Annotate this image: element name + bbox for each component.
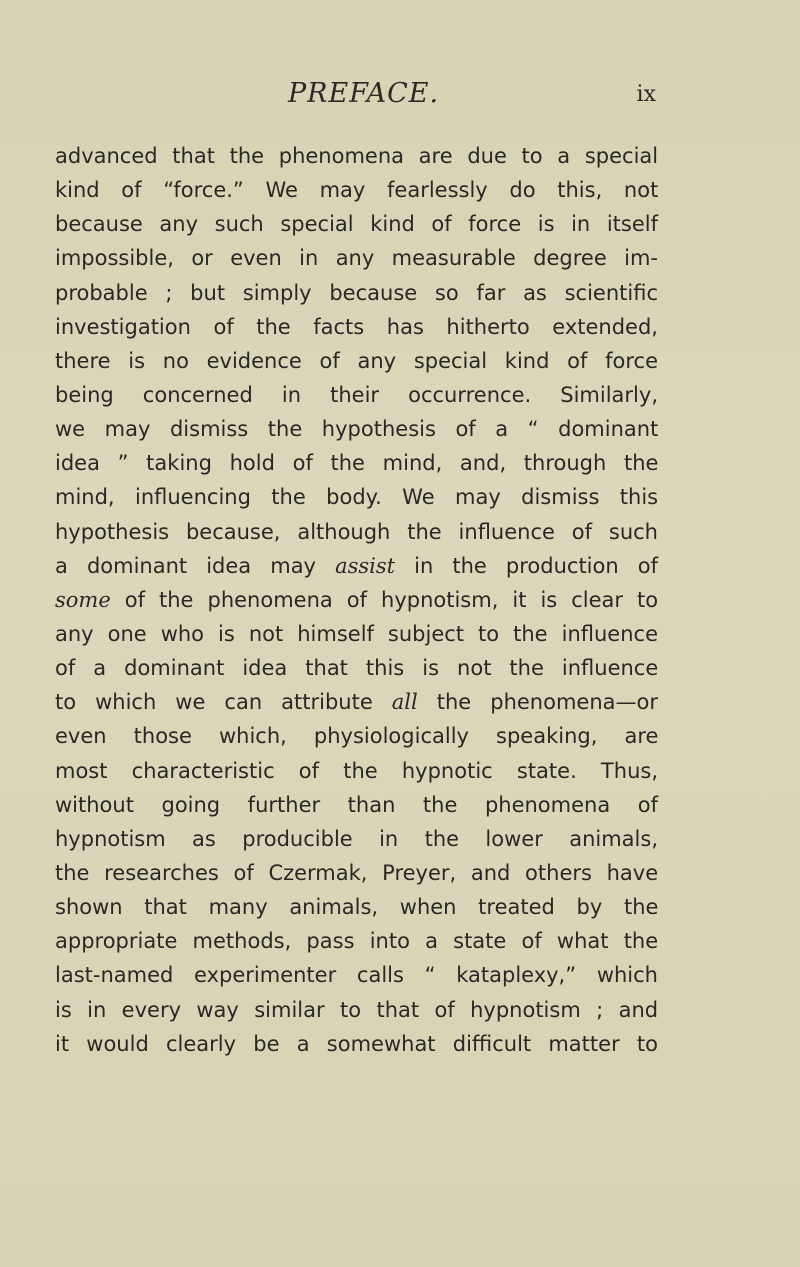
text-run: advanced that the phenomena are due to a special bbox=[55, 144, 659, 168]
text-line bbox=[55, 754, 658, 788]
text-line bbox=[55, 173, 658, 207]
italic-text: all bbox=[391, 690, 418, 715]
text-run: of the phenomena of hypnotism, it is clear to bbox=[110, 587, 659, 612]
text-line bbox=[55, 856, 658, 890]
text-run: to which we can attribute bbox=[55, 690, 392, 715]
text-run: the phenomena—or bbox=[417, 690, 658, 715]
text-run: kind of “force.” We may fearlessly do this, not bbox=[55, 178, 659, 203]
text-line bbox=[55, 241, 658, 275]
text-line bbox=[55, 276, 658, 310]
italic-text: assist bbox=[335, 553, 396, 578]
text-line bbox=[55, 310, 658, 344]
text-run: being concerned in their occurrence. Similarly, bbox=[55, 382, 658, 407]
text-run: even those which, physiologically speaking, are bbox=[55, 724, 659, 749]
text-run: any one who is not himself subject to the influence bbox=[55, 621, 658, 646]
text-run: it would clearly be a somewhat difficult matter to bbox=[55, 1031, 658, 1056]
text-run: probable ; but simply because so far as scientific bbox=[55, 280, 658, 305]
text-line bbox=[55, 651, 658, 685]
text-run: impossible, or even in any measurable degree im- bbox=[55, 246, 658, 271]
text-line bbox=[55, 685, 658, 719]
text-line bbox=[55, 344, 658, 378]
text-line bbox=[55, 788, 658, 822]
text-run: last-named experimenter calls “ kataplexy,” which bbox=[55, 963, 658, 988]
text-line bbox=[55, 139, 658, 173]
text-run: hypothesis because, although the influence of such bbox=[55, 519, 658, 544]
text-line bbox=[55, 583, 658, 617]
text-line bbox=[55, 480, 658, 514]
text-line bbox=[55, 822, 658, 856]
text-run: the researches of Czermak, Preyer, and others have bbox=[55, 860, 659, 885]
text-line bbox=[55, 446, 658, 480]
text-line bbox=[55, 1027, 658, 1061]
text-run: mind, influencing the body. We may dismiss this bbox=[55, 485, 659, 510]
text-run: most characteristic of the hypnotic state. Thus, bbox=[55, 758, 658, 783]
text-line bbox=[55, 993, 658, 1027]
body-text bbox=[55, 139, 658, 1061]
text-line bbox=[55, 412, 658, 446]
running-head-title: PREFACE. bbox=[288, 78, 440, 109]
text-run: there is no evidence of any special kind of force bbox=[55, 348, 658, 373]
text-run: idea ” taking hold of the mind, and, through the bbox=[55, 451, 659, 476]
text-line bbox=[55, 890, 658, 924]
text-run: is in every way similar to that of hypnotism ; and bbox=[55, 997, 659, 1022]
text-line bbox=[55, 378, 658, 412]
running-head bbox=[52, 78, 656, 118]
text-line bbox=[55, 515, 658, 549]
text-line bbox=[55, 207, 658, 241]
page-number: ix bbox=[636, 82, 656, 107]
text-line bbox=[55, 924, 658, 958]
text-run: of a dominant idea that this is not the influence bbox=[55, 656, 659, 681]
text-line bbox=[55, 617, 658, 651]
text-run: we may dismiss the hypothesis of a “ dominant bbox=[55, 417, 659, 442]
text-run: in the production of bbox=[395, 553, 658, 578]
text-line bbox=[55, 719, 658, 753]
italic-text: some bbox=[55, 587, 111, 612]
text-line bbox=[55, 549, 658, 583]
text-run: appropriate methods, pass into a state of what the bbox=[55, 929, 659, 954]
text-run: a dominant idea may bbox=[55, 553, 336, 578]
text-line bbox=[55, 958, 658, 992]
text-run: investigation of the facts has hitherto extended, bbox=[55, 314, 658, 339]
text-run: hypnotism as producible in the lower animals, bbox=[55, 826, 658, 851]
text-run: because any such special kind of force is in itself bbox=[55, 212, 658, 237]
text-run: shown that many animals, when treated by the bbox=[55, 895, 659, 920]
text-run: without going further than the phenomena of bbox=[55, 792, 658, 817]
